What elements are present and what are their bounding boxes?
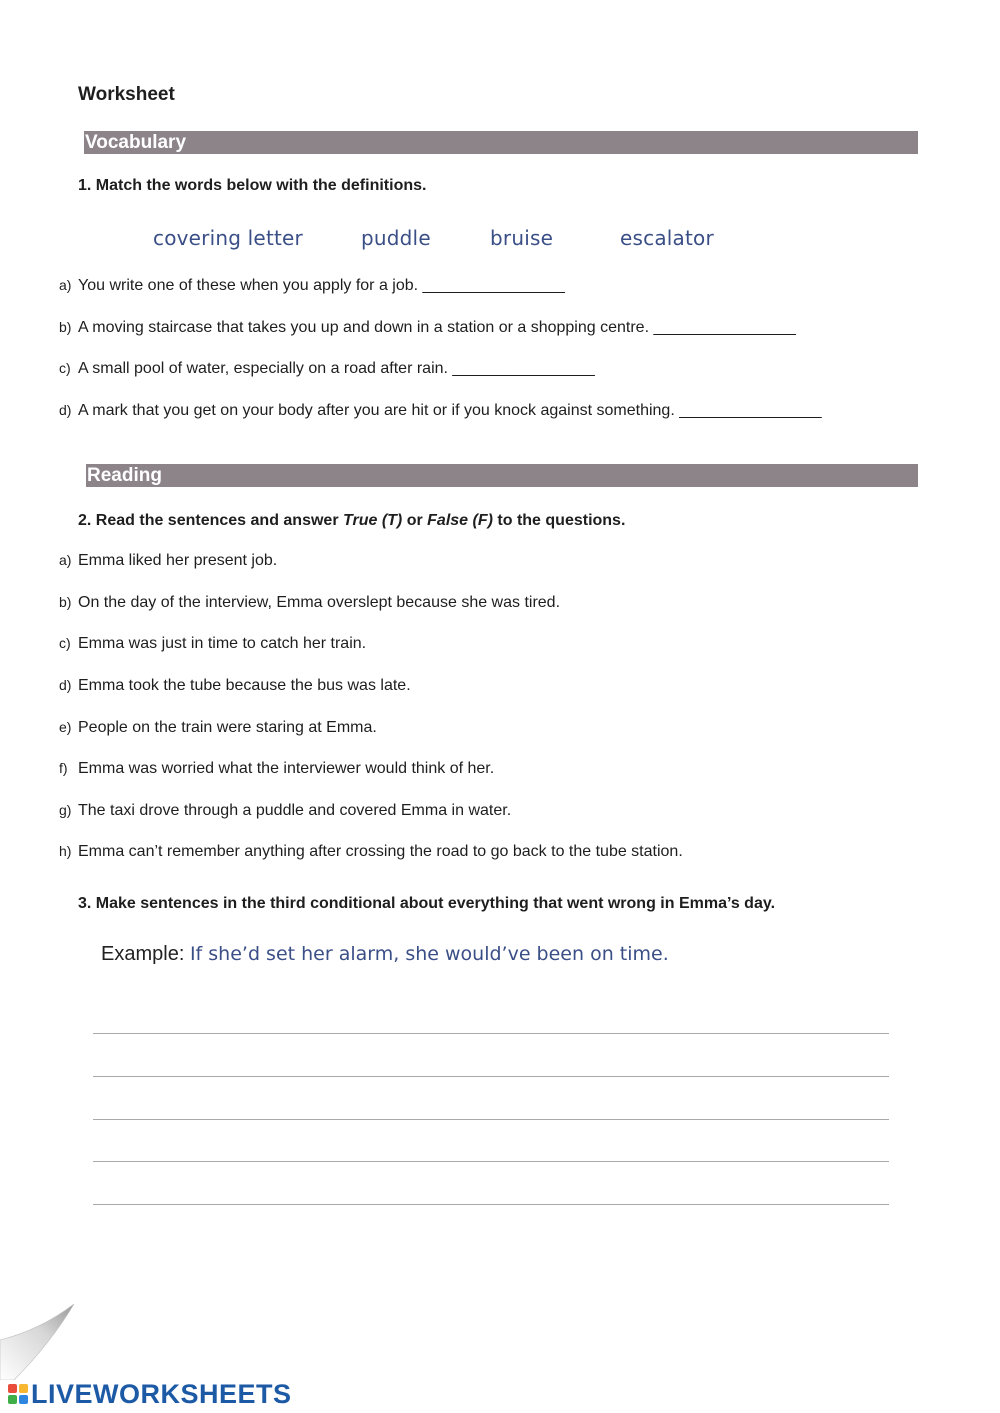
answer-line-3[interactable]: [93, 1119, 889, 1120]
item-label: c): [59, 635, 71, 651]
logo-cube: [19, 1384, 28, 1393]
instruction-start: 2. Read the sentences and answer: [78, 512, 343, 529]
reading-item-g: [59, 802, 511, 820]
vocab-item-d: [59, 402, 822, 420]
logo-cube: [8, 1384, 17, 1393]
item-label: f): [59, 760, 68, 776]
item-text: The taxi drove through a puddle and covered Emma in water.: [78, 802, 512, 819]
item-label: a): [59, 552, 72, 568]
instruction-end: to the questions.: [492, 512, 626, 529]
vocabulary-heading-bar: [84, 131, 918, 154]
item-label: b): [59, 319, 72, 335]
item-text: Emma was worried what the interviewer would think of her.: [78, 760, 495, 777]
vocabulary-instruction: 1. Match the words below with the definitions.: [78, 177, 427, 194]
item-label: d): [59, 677, 72, 693]
item-text[interactable]: A small pool of water, especially on a road after rain. ________________: [78, 360, 595, 377]
item-text: Emma was just in time to catch her train.: [78, 635, 367, 652]
reading-item-a: [59, 552, 277, 570]
instruction-false: False (F): [427, 512, 493, 529]
word-bruise[interactable]: bruise: [490, 226, 554, 250]
vocab-item-b: [59, 319, 796, 337]
item-label: e): [59, 719, 72, 735]
item-label: g): [59, 802, 72, 818]
item-text: Emma liked her present job.: [78, 552, 278, 569]
item-label: d): [59, 402, 72, 418]
vocabulary-heading: Vocabulary: [85, 132, 187, 153]
logo-cube: [8, 1395, 17, 1404]
word-escalator[interactable]: escalator: [620, 226, 714, 250]
example-label: Example:: [101, 943, 190, 965]
answer-line-1[interactable]: [93, 1033, 889, 1034]
reading-item-e: [59, 719, 377, 737]
item-text[interactable]: A moving staircase that takes you up and down in a station or a shopping centre. ________________: [78, 319, 796, 336]
vocab-item-c: [59, 360, 595, 378]
page-curl-icon: [0, 1300, 80, 1380]
vocab-item-a: [59, 277, 565, 295]
item-label: c): [59, 360, 71, 376]
word-puddle[interactable]: puddle: [361, 226, 431, 250]
liveworksheets-logo[interactable]: [8, 1378, 292, 1410]
answer-line-5[interactable]: [93, 1204, 889, 1205]
instruction-or: or: [402, 512, 428, 529]
word-covering-letter[interactable]: covering letter: [153, 226, 303, 250]
item-text[interactable]: A mark that you get on your body after you are hit or if you knock against something. ________________: [78, 402, 822, 419]
worksheet-title: Worksheet: [78, 84, 175, 105]
instruction-true: True (T): [343, 512, 403, 529]
item-label: b): [59, 594, 72, 610]
logo-text: LIVEWORKSHEETS: [31, 1378, 292, 1409]
reading-item-b: [59, 594, 560, 612]
item-text[interactable]: You write one of these when you apply for a job. ________________: [78, 277, 565, 294]
item-text: On the day of the interview, Emma overslept because she was tired.: [78, 594, 561, 611]
reading-item-c: [59, 635, 366, 653]
reading-heading-bar: [86, 464, 918, 487]
item-label: a): [59, 277, 72, 293]
conditional-instruction: 3. Make sentences in the third conditional about everything that went wrong in Emma’s day.: [78, 895, 776, 912]
reading-item-d: [59, 677, 411, 695]
answer-line-4[interactable]: [93, 1161, 889, 1162]
item-text: People on the train were staring at Emma.: [78, 719, 377, 736]
answer-line-2[interactable]: [93, 1076, 889, 1077]
example-text: If she’d set her alarm, she would’ve been on time.: [189, 943, 669, 965]
logo-cubes-icon: [8, 1384, 28, 1404]
logo-cube: [19, 1395, 28, 1404]
item-text: Emma took the tube because the bus was late.: [78, 677, 411, 694]
reading-instruction: [78, 512, 625, 530]
reading-item-f: [59, 760, 494, 778]
example-sentence: [101, 943, 669, 966]
reading-item-h: [59, 843, 683, 861]
item-text: Emma can’t remember anything after crossing the road to go back to the tube station.: [78, 843, 683, 860]
reading-heading: Reading: [87, 465, 162, 486]
item-label: h): [59, 843, 72, 859]
